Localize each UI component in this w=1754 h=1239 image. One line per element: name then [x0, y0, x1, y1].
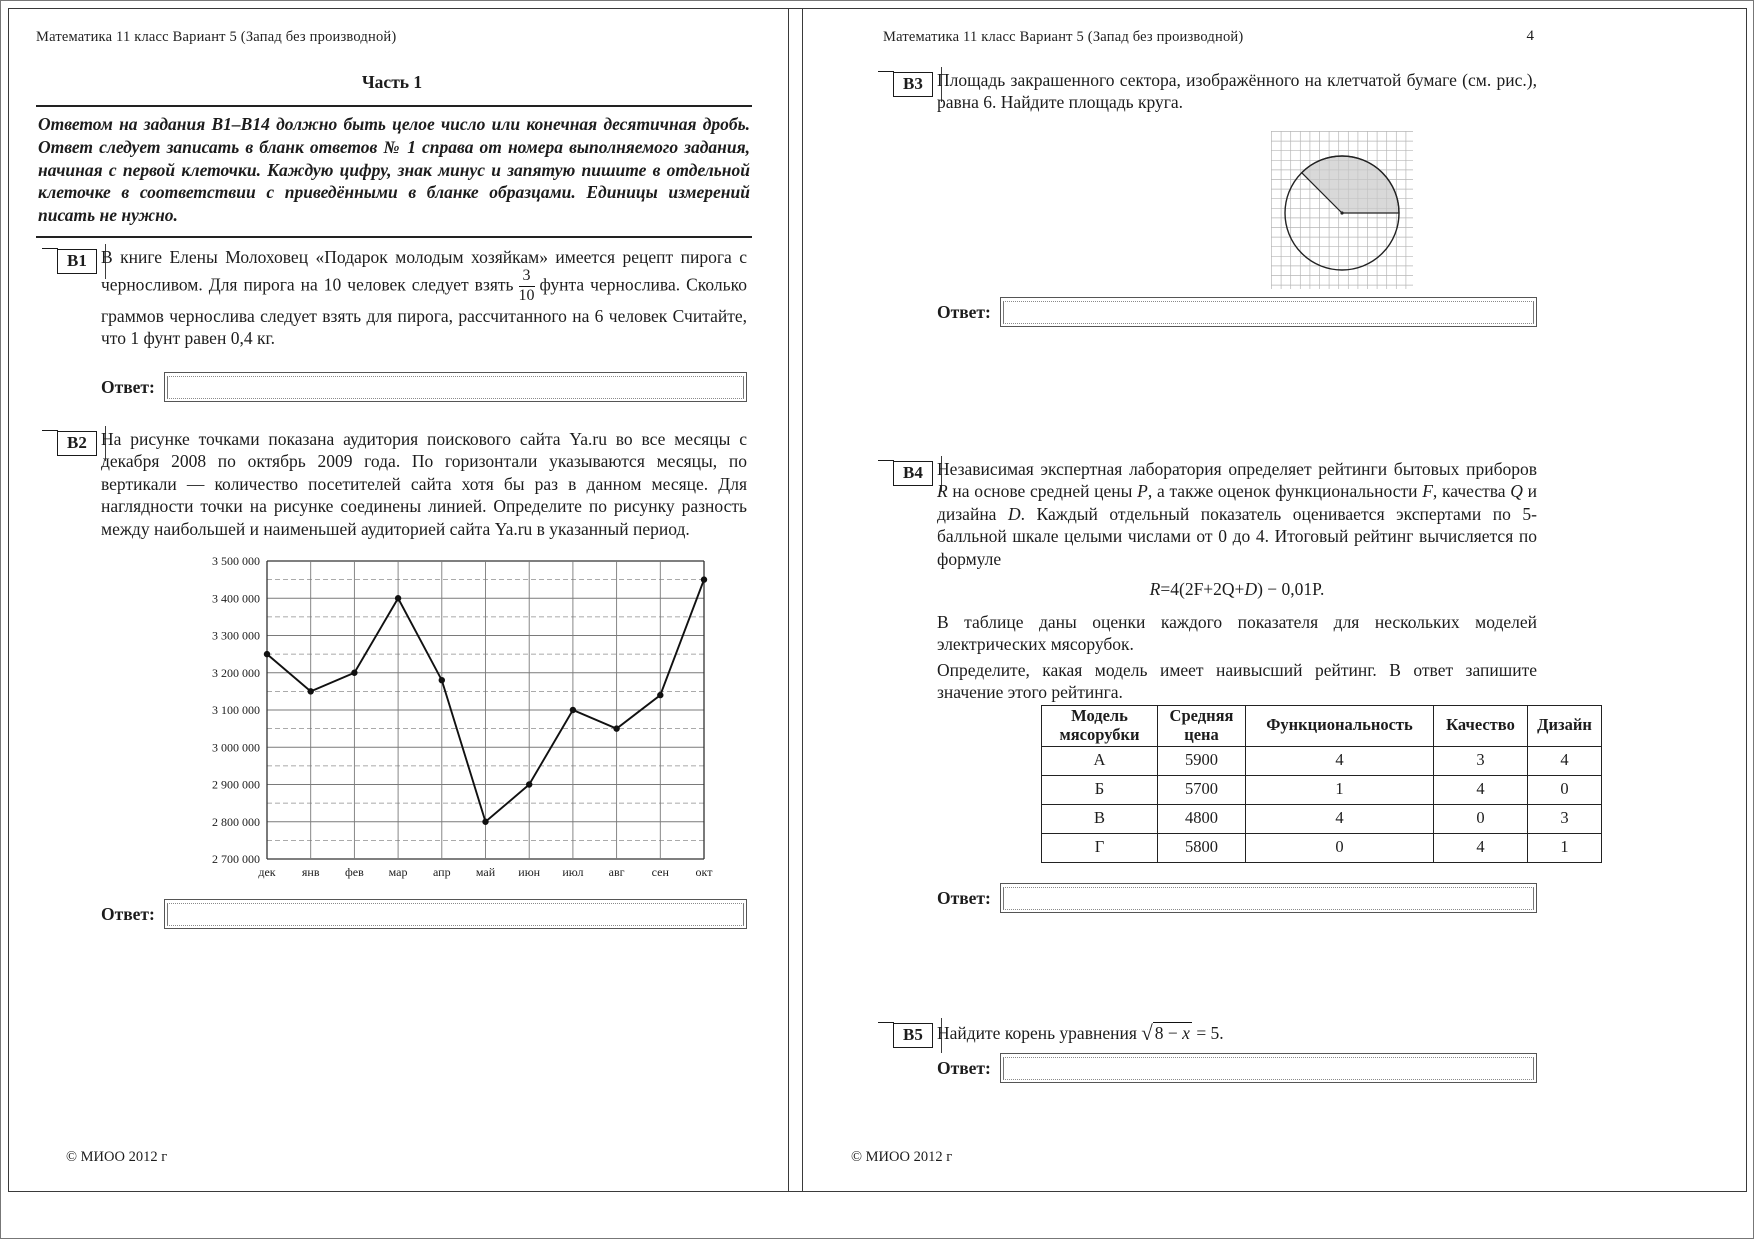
problem-text-b4-para1: В таблице даны оценки каждого показателя для нескольких моделей электрических мясорубок. [937, 612, 1537, 655]
table-cell: 0 [1246, 833, 1434, 862]
svg-text:фев: фев [345, 865, 364, 879]
table-cell: 1 [1246, 775, 1434, 804]
table-cell: 4 [1246, 804, 1434, 833]
svg-text:3 500 000: 3 500 000 [212, 554, 260, 568]
sector-figure [1271, 131, 1413, 289]
table-header-cell: Качество [1434, 706, 1528, 747]
instructions-block: Ответом на задания В1–В14 должно быть целое число или конечная десятичная дробь. Ответ следует записать в бланк ответов № 1 справа от номера выполняемого задания, начиная с первой клеточки. Каждую цифру, знак минус и запятую пишите в отдельной клеточке в соответствии с приведёнными в бланке образцами. Единицы измерений писать не нужно. [36, 105, 752, 238]
svg-text:3 300 000: 3 300 000 [212, 628, 260, 643]
problem-text-b1: В книге Елены Молоховец «Подарок молодым хозяйкам» имеется рецепт пирога с черносливом. Для пирога на 10 человек следует взять $\frac{3}{10}$ фунта чернослива. Сколько граммов чернослива следует взять для пирога, рассчитанного на 6 человек Считайте, что 1 фунт равен 0,4 кг. [101, 247, 747, 349]
problem-text-b4: Независимая экспертная лаборатория определяет рейтинги бытовых приборов R на основе средней цены P, а также оценок функциональности F, качества Q и дизайна D. Каждый отдельный показатель оценивается экспертами по 5-балльной шкале целыми числами от 0 до 4. Итоговый рейтинг вычисляется по формуле [937, 459, 1537, 569]
answer-row-b5 [937, 1053, 1537, 1083]
fraction-3-10: $\frac{3}{10}$ [518, 267, 535, 305]
table-row [1042, 775, 1602, 804]
svg-text:май: май [475, 865, 496, 879]
ratings-table [1041, 705, 1602, 863]
table-cell: 1 [1528, 833, 1602, 862]
table-cell: 4 [1528, 746, 1602, 775]
answer-row-b4 [937, 883, 1537, 913]
table-cell: В [1042, 804, 1158, 833]
problem-label-b3: В3 [893, 72, 933, 97]
answer-label: Ответ: [101, 376, 155, 397]
svg-text:2 700 000: 2 700 000 [212, 852, 260, 866]
problem-label-b4: В4 [893, 461, 933, 486]
answer-label: Ответ: [937, 301, 991, 322]
answer-row-b2 [101, 899, 747, 929]
table-cell: 0 [1434, 804, 1528, 833]
answer-row-b1 [101, 372, 747, 402]
svg-text:янв: янв [301, 865, 320, 879]
answer-box-b5 [1000, 1053, 1537, 1083]
problem-label-b5: В5 [893, 1023, 933, 1048]
table-cell: А [1042, 746, 1158, 775]
svg-text:окт: окт [695, 865, 713, 879]
table-header-cell: Модель мясорубки [1042, 706, 1158, 747]
answer-box-b3 [1000, 297, 1537, 327]
svg-text:апр: апр [433, 865, 451, 879]
sqrt-sign: √ [1141, 1021, 1153, 1045]
footer-left-page: © МИОО 2012 г [66, 1149, 168, 1165]
svg-text:авг: авг [608, 865, 625, 879]
table-cell: 4 [1434, 775, 1528, 804]
svg-text:дек: дек [258, 865, 276, 879]
answer-label: Ответ: [101, 903, 155, 924]
problem-text-b2: На рисунке точками показана аудитория поискового сайта Ya.ru во все месяцы с декабря 2008 по октябрь 2009 года. По горизонтали указываются месяцы, по вертикали — количество посетителей сайта хотя бы раз в данном месяце. Для наглядности точки на рисунке соединены линией. Определите по рисунку разность между наибольшей и наименьшей аудиторией сайта Ya.ru в указанный период. [101, 429, 747, 539]
ratings-table-wrap [1041, 705, 1602, 863]
table-cell: 4800 [1158, 804, 1246, 833]
problem-text-b3: Площадь закрашенного сектора, изображённого на клетчатой бумаге (см. рис.), равна 6. Найдите площадь круга. [937, 70, 1537, 113]
svg-text:июл: июл [562, 865, 584, 879]
table-cell: 5700 [1158, 775, 1246, 804]
header-left-page: Математика 11 класс Вариант 5 (Запад без производной) [36, 29, 397, 45]
table-cell: 5800 [1158, 833, 1246, 862]
table-row [1042, 804, 1602, 833]
footer-right-page: © МИОО 2012 г [851, 1149, 953, 1165]
part-title: Часть 1 [361, 72, 423, 92]
answer-box-b2 [164, 899, 747, 929]
problem-text-b4-para2: Определите, какая модель имеет наивысший рейтинг. В ответ запишите значение этого рейтинга. [937, 660, 1537, 703]
table-cell: 0 [1528, 775, 1602, 804]
table-cell: 3 [1528, 804, 1602, 833]
svg-text:3 100 000: 3 100 000 [212, 703, 260, 717]
svg-text:3 200 000: 3 200 000 [212, 665, 260, 680]
answer-box-b1 [164, 372, 747, 402]
answer-row-b3 [937, 297, 1537, 327]
page-divider [788, 9, 803, 1191]
table-cell: Б [1042, 775, 1158, 804]
problem-text-b5: Найдите корень уравнения √ 8 − x = 5. [937, 1021, 1224, 1045]
header-right-page: Математика 11 класс Вариант 5 (Запад без производной) [883, 29, 1244, 45]
svg-text:2 900 000: 2 900 000 [212, 777, 260, 792]
rating-formula: R=4(2F+2Q+D) − 0,01P. [1149, 579, 1325, 599]
table-row [1042, 833, 1602, 862]
table-header-cell: Средняя цена [1158, 706, 1246, 747]
svg-text:сен: сен [651, 865, 669, 879]
table-row [1042, 746, 1602, 775]
table-cell: 5900 [1158, 746, 1246, 775]
page-number: 4 [1526, 28, 1534, 44]
answer-label: Ответ: [937, 887, 991, 908]
answer-label: Ответ: [937, 1057, 991, 1078]
audience-line-chart [189, 549, 729, 901]
table-cell: 3 [1434, 746, 1528, 775]
answer-box-b4 [1000, 883, 1537, 913]
page-spread [8, 8, 1747, 1192]
problem-label-b2: В2 [57, 431, 97, 456]
svg-text:2 800 000: 2 800 000 [212, 814, 260, 829]
svg-text:3 000 000: 3 000 000 [212, 740, 260, 755]
table-header-cell: Функциональность [1246, 706, 1434, 747]
table-cell: 4 [1246, 746, 1434, 775]
table-cell: Г [1042, 833, 1158, 862]
table-header-cell: Дизайн [1528, 706, 1602, 747]
table-cell: 4 [1434, 833, 1528, 862]
radicand: 8 − x [1154, 1023, 1190, 1043]
svg-text:мар: мар [388, 865, 408, 879]
svg-text:июн: июн [518, 865, 541, 879]
svg-text:3 400 000: 3 400 000 [212, 591, 260, 606]
problem-label-b1: В1 [57, 249, 97, 274]
